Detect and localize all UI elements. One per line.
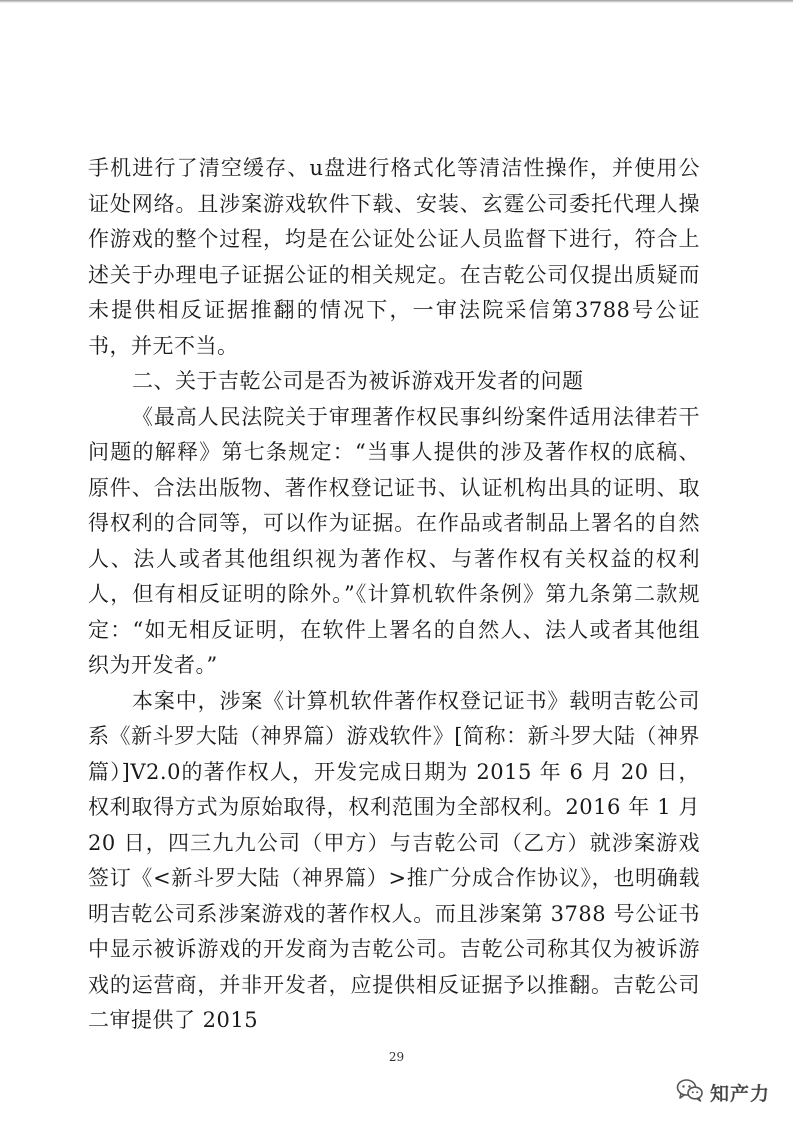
paragraph-continuation: 手机进行了清空缓存、u盘进行格式化等清洁性操作，并使用公证处网络。且涉案游戏软件下载、安装、玄霆公司委托代理人操作游戏的整个过程，均是在公证处公证人员监督下进行，符合上述关于办理电子证据公证的相关规定。在吉乾公司仅提出质疑而未提供相反证据推翻的情况下，一审法院采信第3788号公证书，并无不当。 bbox=[88, 156, 700, 358]
page-top-edge bbox=[0, 0, 793, 3]
page-number: 29 bbox=[388, 1050, 405, 1064]
section-heading: 二、关于吉乾公司是否为被诉游戏开发者的问题 bbox=[132, 369, 584, 393]
document-body bbox=[88, 151, 700, 1039]
watermark bbox=[676, 1079, 770, 1105]
wechat-icon bbox=[676, 1078, 704, 1106]
paragraph-legal-provision: 《最高人民法院关于审理著作权民事纠纷案件适用法律若干问题的解释》第七条规定：“当事人提供的涉及著作权的底稿、原件、合法出版物、著作权登记证书、认证机构出具的证明、取得权利的合同等，可以作为证据。在作品或者制品上署名的自然人、法人或者其他组织视为著作权、与著作权有关权益的权利人，但有相反证明的除外。”《计算机软件条例》第九条第二款规定：“如无相反证明，在软件上署名的自然人、法人或者其他组织为开发者。” bbox=[88, 404, 700, 677]
paragraph-case-analysis: 本案中，涉案《计算机软件著作权登记证书》载明吉乾公司系《新斗罗大陆（神界篇）游戏软件》[简称：新斗罗大陆（神界篇）]V2.0的著作权人，开发完成日期为 2015 年 6 月 20 日，权利取得方式为原始取得，权利范围为全部权利。2016 年 1 月 20 日，四三九九公司（甲方）与吉乾公司（乙方）就涉案游戏签订《<新斗罗大陆（神界篇）>推广分成合作协议》，也明确载明吉乾公司系涉案游戏的著作权人。而且涉案第 3788 号公证书中显示被诉游戏的开发商为吉乾公司。吉乾公司称其仅为被诉游戏的运营商，并非开发者，应提供相反证据予以推翻。吉乾公司二审提供了 2015 bbox=[88, 688, 700, 1032]
watermark-text: 知产力 bbox=[710, 1082, 771, 1105]
